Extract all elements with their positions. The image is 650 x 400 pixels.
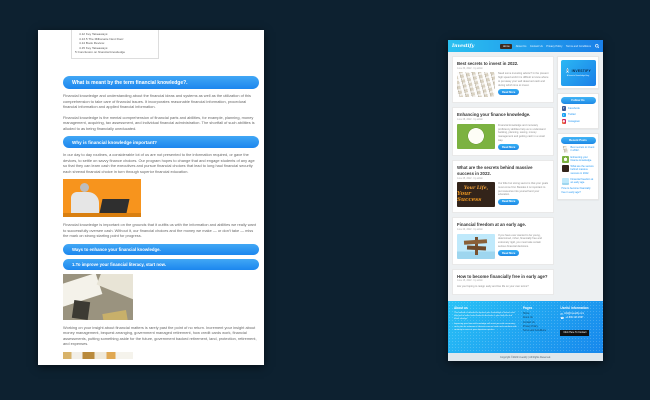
post-title[interactable]: How to become financially free in early age? <box>457 273 548 279</box>
rocket-icon <box>565 68 570 74</box>
image-text: Your Success <box>457 191 482 204</box>
recent-post-thumbnail <box>562 165 569 172</box>
social-link-instagram[interactable] <box>562 119 595 124</box>
nav-item-about[interactable]: About Us <box>515 44 527 48</box>
blog-page-screenshot <box>448 40 603 361</box>
article-paragraph: Financial knowledge is the mental comprehension of financial parts and abilities, for example, planning, money management, acquiring, tax assessment, and individual financial administration. The shortfall of such abilities is alluded to as being financially uneducated. <box>63 114 255 131</box>
page-content <box>448 52 603 301</box>
signpost-arrow-shape <box>466 246 485 251</box>
post-thumbnail-signpost[interactable] <box>457 234 495 259</box>
recent-post-link[interactable] <box>562 146 595 153</box>
nav-menu <box>500 44 599 49</box>
site-logo[interactable]: Investify <box>452 43 475 49</box>
recent-post-link[interactable] <box>562 156 595 163</box>
footer-phone <box>560 316 597 320</box>
post-excerpt: If you have ever wanted to be young, determined, richer, financially free and extremely rigid, you must take certain serious financial decisions. <box>498 233 542 248</box>
footer-about-text: Improving your financial knowledge will assist you with overseeing cash, plan for retirement, fabricate reserve funds and contribute with certainty to arrive at your objectives quicker. <box>454 323 517 331</box>
social-link-facebook[interactable] <box>562 106 595 111</box>
article-heading-ways-to-enhance: Ways to enhance your financial knowledge. <box>63 244 259 255</box>
article-heading-why-important: Why is financial knowledge important? <box>63 136 259 148</box>
recent-post-link[interactable] <box>562 165 595 175</box>
copyright-text: Copyright ©2022 Investify | All Rights Reserved. <box>448 353 603 361</box>
read-more-button[interactable]: Read More <box>498 250 519 256</box>
post-meta: June 25, 2022 · by admin <box>457 177 483 180</box>
contact-button[interactable]: Click Here To Contact <box>560 330 589 336</box>
social-label: Facebook <box>568 106 580 110</box>
post-excerpt: Our little but strong secret is that your goals must come first. Besides it is important to put resources into yourself and your education. <box>498 182 549 197</box>
footer-link-about[interactable]: About Us <box>522 316 533 320</box>
read-more-button[interactable]: Read More <box>498 144 519 150</box>
post-title[interactable]: Best secrets to invest in 2022. <box>457 61 519 66</box>
post-excerpt: Are you hoping to resign early and live life on your own terms? <box>457 284 529 288</box>
toc-link[interactable]: 4.14 Book Review: <box>79 41 105 46</box>
post-card <box>452 56 554 103</box>
footer-link-home[interactable]: Home <box>522 312 530 315</box>
recent-posts-heading: Recent Posts <box>561 137 596 144</box>
search-icon[interactable] <box>595 44 600 49</box>
laptop-shape <box>100 199 130 213</box>
calculator-shape <box>72 299 90 319</box>
post-card <box>452 269 554 295</box>
recent-posts-card <box>557 133 599 200</box>
footer-link-contact[interactable]: Contact Us <box>522 320 535 324</box>
toc-link[interactable]: 4.15 Key Takeaways: <box>79 45 109 50</box>
sidebar <box>557 56 601 301</box>
toc-link[interactable]: 4.13.5 The Millionaire Next Door: <box>79 36 125 41</box>
figure-head-shape <box>80 183 89 192</box>
footer <box>448 301 603 353</box>
post-title[interactable]: What are the secrets behind massive success in 2022. <box>457 165 533 176</box>
nav-item-home[interactable]: Home <box>500 44 512 49</box>
navbar <box>448 40 603 52</box>
recent-post-label: Financial freedom at an early age. <box>570 177 594 185</box>
post-excerpt: Financial knowledge and monetary proficiency abilities help us to understand banking, planning, saving, money management and getting cash in a smart way. <box>498 123 546 142</box>
social-label: Twitter <box>568 113 576 117</box>
nav-item-contact[interactable]: Contact Us <box>529 44 543 48</box>
recent-post-thumbnail <box>562 146 569 153</box>
article-paragraph: In our day to day routines, a considerable lot of us are not presented to the information required, or gave the devices, to settle on savvy finance choices. Our program hopes to change that and engage students of any age so that they can learn cash the executives and pursue financial choices that lead to long haul financial security each shrewd financial choice in turn through superior financial education. <box>63 152 255 174</box>
paper-shape <box>97 274 133 300</box>
social-link-twitter[interactable] <box>562 113 595 118</box>
article-heading-financial-knowledge: What is meant by the term financial knowledge?. <box>63 76 259 89</box>
read-more-button[interactable]: Read More <box>498 89 519 95</box>
footer-info-column <box>560 306 597 348</box>
brand-name: INVESTIFY <box>571 68 591 73</box>
footer-about-text: This website is devoted to improve your knowledge of finance and help you to make smart financial decisions in your daily life and future savings. <box>454 312 515 320</box>
recent-post-link[interactable] <box>562 178 595 185</box>
twitter-icon: t <box>563 112 565 117</box>
post-title[interactable]: Enhancing your finance knowledge. <box>457 112 531 118</box>
facebook-icon: f <box>563 106 565 111</box>
instagram-icon: ◉ <box>562 119 566 124</box>
post-thumbnail-keyboard[interactable] <box>457 72 495 97</box>
article-paragraph: Financial knowledge and understanding about the financial ideas and systems as well as the utilization of this comprehension to take care of financial issues. It incorporates reasonable financial information, procedural financial information and applied financial information. <box>63 93 251 109</box>
article-paragraph: Financial knowledge is important on the grounds that it outfits us with the information and abilities we really want to successfully oversee cash. Without it, our financial choices and the money we make — or don't take — miss the mark on strong starting point for progress. <box>63 222 256 238</box>
nav-item-terms[interactable]: Terms and Conditions <box>565 44 591 48</box>
post-thumbnail-cartoon[interactable] <box>457 124 495 149</box>
post-card <box>452 217 554 264</box>
article-image-desk-papers <box>63 274 133 320</box>
recent-post-thumbnail <box>562 156 569 163</box>
posts-column <box>452 56 554 301</box>
desk-shape <box>63 213 141 217</box>
post-meta: June 30, 2022 · by admin <box>457 67 483 70</box>
social-label: Instagram <box>568 119 580 123</box>
recent-post-label: What are the secrets behind massive success in 2022. <box>570 165 594 175</box>
recent-post-label: How to become financially free in early age? <box>561 187 591 194</box>
toc-link[interactable]: 4.12 Key Takeaways: <box>79 32 109 36</box>
brand-tagline: A financial knowledge blog <box>566 75 590 78</box>
footer-pages-heading: Pages <box>522 306 533 310</box>
money-shape <box>102 309 127 319</box>
article-image-partial <box>63 352 133 359</box>
article-body <box>63 76 259 359</box>
sidebar-brand[interactable] <box>561 60 596 86</box>
recent-post-label: Enhancing your finance knowledge. <box>570 155 592 162</box>
post-excerpt: Need some investing advice? In the present high speed world it is difficult to know where to put away your well deserved cash and during which time to invest. <box>498 72 549 87</box>
image-text: Your Life, <box>463 186 489 192</box>
post-meta: June 28, 2022 · by admin <box>457 119 483 122</box>
follow-us-card <box>557 93 599 129</box>
article-heading-improve-literacy: 1.To improve your financial literacy, start now. <box>63 259 259 270</box>
sidebar-brand-card <box>557 56 599 89</box>
footer-about-column <box>454 306 517 348</box>
table-of-contents <box>71 30 159 59</box>
article-image-man-with-laptop <box>63 179 141 217</box>
recent-post-link[interactable] <box>562 187 595 194</box>
article-paragraph: Working on your insight about financial matters is rarely past the point of no return. Increment your insight about money management, bequest arranging, government managed retirement, how credit cards work, financial assessments, putting something aside for the future, government backed retirement, land, protection, retirement, and expenses. <box>63 324 257 346</box>
footer-phone-text: +1 800 123 4567 <box>565 316 584 319</box>
post-card <box>452 160 554 213</box>
post-thumbnail-your-life-your-success[interactable] <box>457 182 495 207</box>
footer-info-heading: Useful information <box>560 306 589 310</box>
footer-email-text: info@investify.com <box>564 312 585 315</box>
follow-us-heading: Follow Us <box>561 97 596 104</box>
recent-post-label: Best secrets to invest in 2022. <box>570 146 595 153</box>
post-meta: June 15, 2022 · by admin <box>457 280 483 283</box>
article-page-screenshot <box>38 30 264 365</box>
read-more-button[interactable]: Read More <box>498 199 519 205</box>
email-icon: ✉ <box>560 312 563 316</box>
recent-post-thumbnail <box>562 178 569 185</box>
phone-icon: ☎ <box>560 316 564 320</box>
footer-pages-column <box>523 306 554 348</box>
nav-item-privacy[interactable]: Privacy Policy <box>546 44 563 48</box>
footer-link-privacy[interactable]: Privacy Policy <box>522 324 538 328</box>
footer-link-terms[interactable]: Terms and Conditions <box>522 329 547 333</box>
toc-link[interactable]: 5 Conclusion on financial knowledge <box>75 50 126 55</box>
post-card <box>452 107 554 156</box>
post-meta: June 20, 2022 · by admin <box>457 229 483 232</box>
post-title[interactable]: Financial freedom at an early age. <box>457 222 527 228</box>
footer-about-heading: About us <box>454 306 468 310</box>
